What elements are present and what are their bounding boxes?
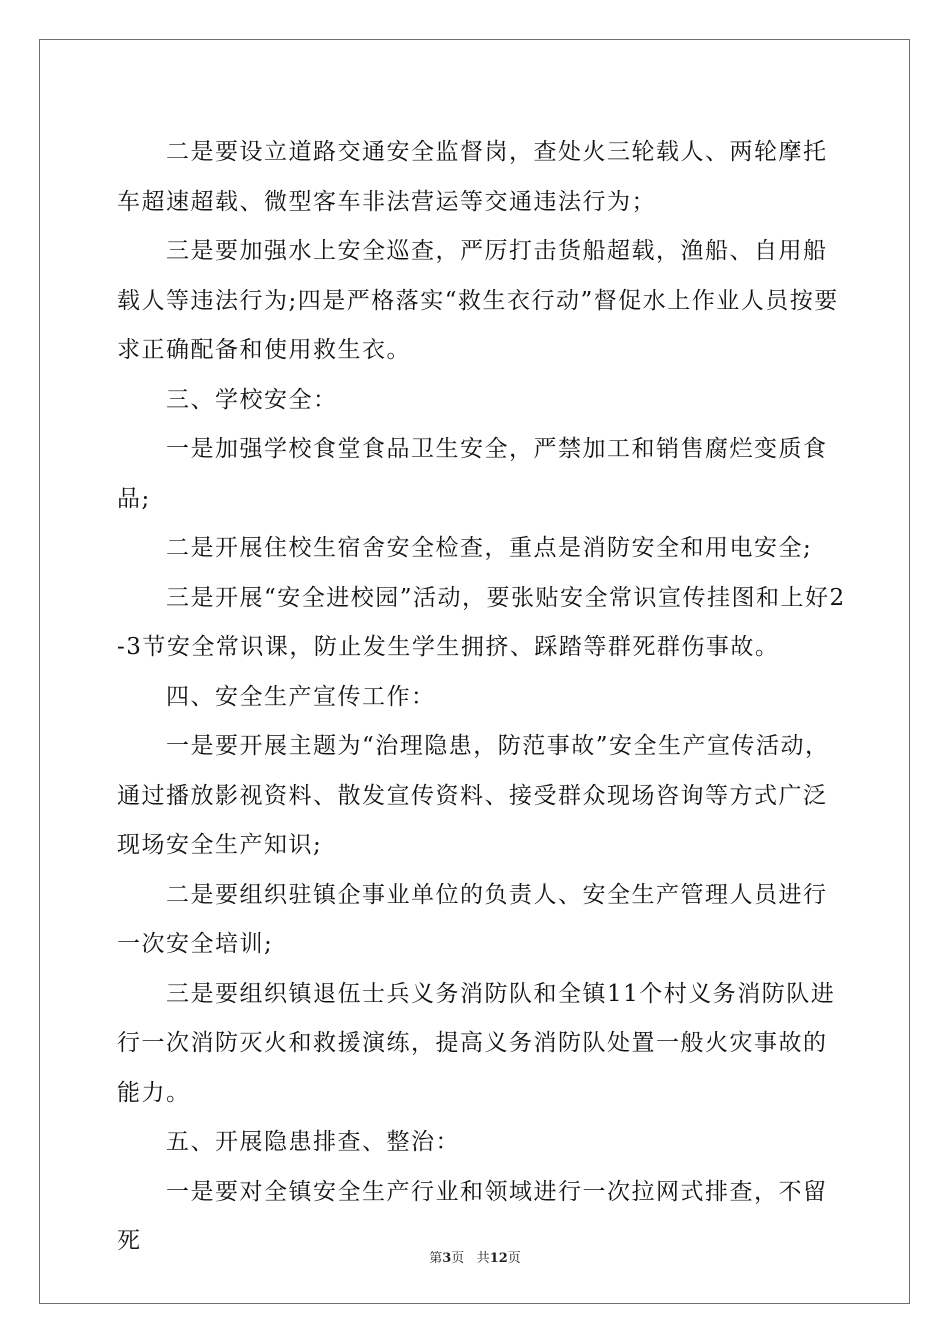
paragraph: 二是要组织驻镇企事业单位的负责人、安全生产管理人员进行一次安全培训;	[117, 881, 828, 957]
total-suffix: 页	[507, 1251, 521, 1266]
paragraph: 一是加强学校食堂食品卫生安全，严禁加工和销售腐烂变质食品;	[117, 436, 828, 512]
section-heading: 五、开展隐患排查、整治：	[166, 1129, 460, 1155]
section-heading: 三、学校安全：	[166, 386, 338, 413]
paragraph: 三是开展“安全进校园”活动，要张贴安全常识宣传挂图和上好2-3节安全常识课，防止发生学生拥挤、踩踏等群死群伤事故。	[117, 584, 846, 660]
page-prefix: 第	[429, 1251, 443, 1266]
paragraph: 三是要组织镇退伍士兵义务消防队和全镇11个村义务消防队进行一次消防灭火和救援演练，提高义务消防队处置一般火灾事故的能力。	[117, 980, 836, 1106]
page-suffix: 页	[451, 1251, 465, 1266]
paragraph: 一是要对全镇安全生产行业和领域进行一次拉网式排查，不留死	[117, 1178, 828, 1254]
paragraph: 二是要设立道路交通安全监督岗，查处火三轮载人、两轮摩托车超速超载、微型客车非法营运等交通违法行为；	[117, 139, 828, 215]
section-heading: 四、安全生产宣传工作：	[166, 683, 436, 710]
paragraph: 一是要开展主题为“治理隐患，防范事故”安全生产宣传活动，通过播放影视资料、散发宣传资料、接受群众现场咨询等方式广泛现场安全生产知识;	[117, 733, 830, 858]
current-page-number: 3	[442, 1251, 452, 1266]
paragraph: 二是开展住校生宿舍安全检查，重点是消防安全和用电安全;	[166, 535, 813, 561]
paragraph: 三是要加强水上安全巡查，严厉打击货船超载，渔船、自用船载人等违法行为;四是严格落实“救生衣行动”督促水上作业人员按要求正确配备和使用救生衣。	[117, 238, 839, 363]
total-prefix: 共	[476, 1251, 490, 1266]
total-page-number: 12	[489, 1251, 508, 1266]
page-footer	[0, 1247, 950, 1266]
document-body	[117, 128, 847, 1267]
